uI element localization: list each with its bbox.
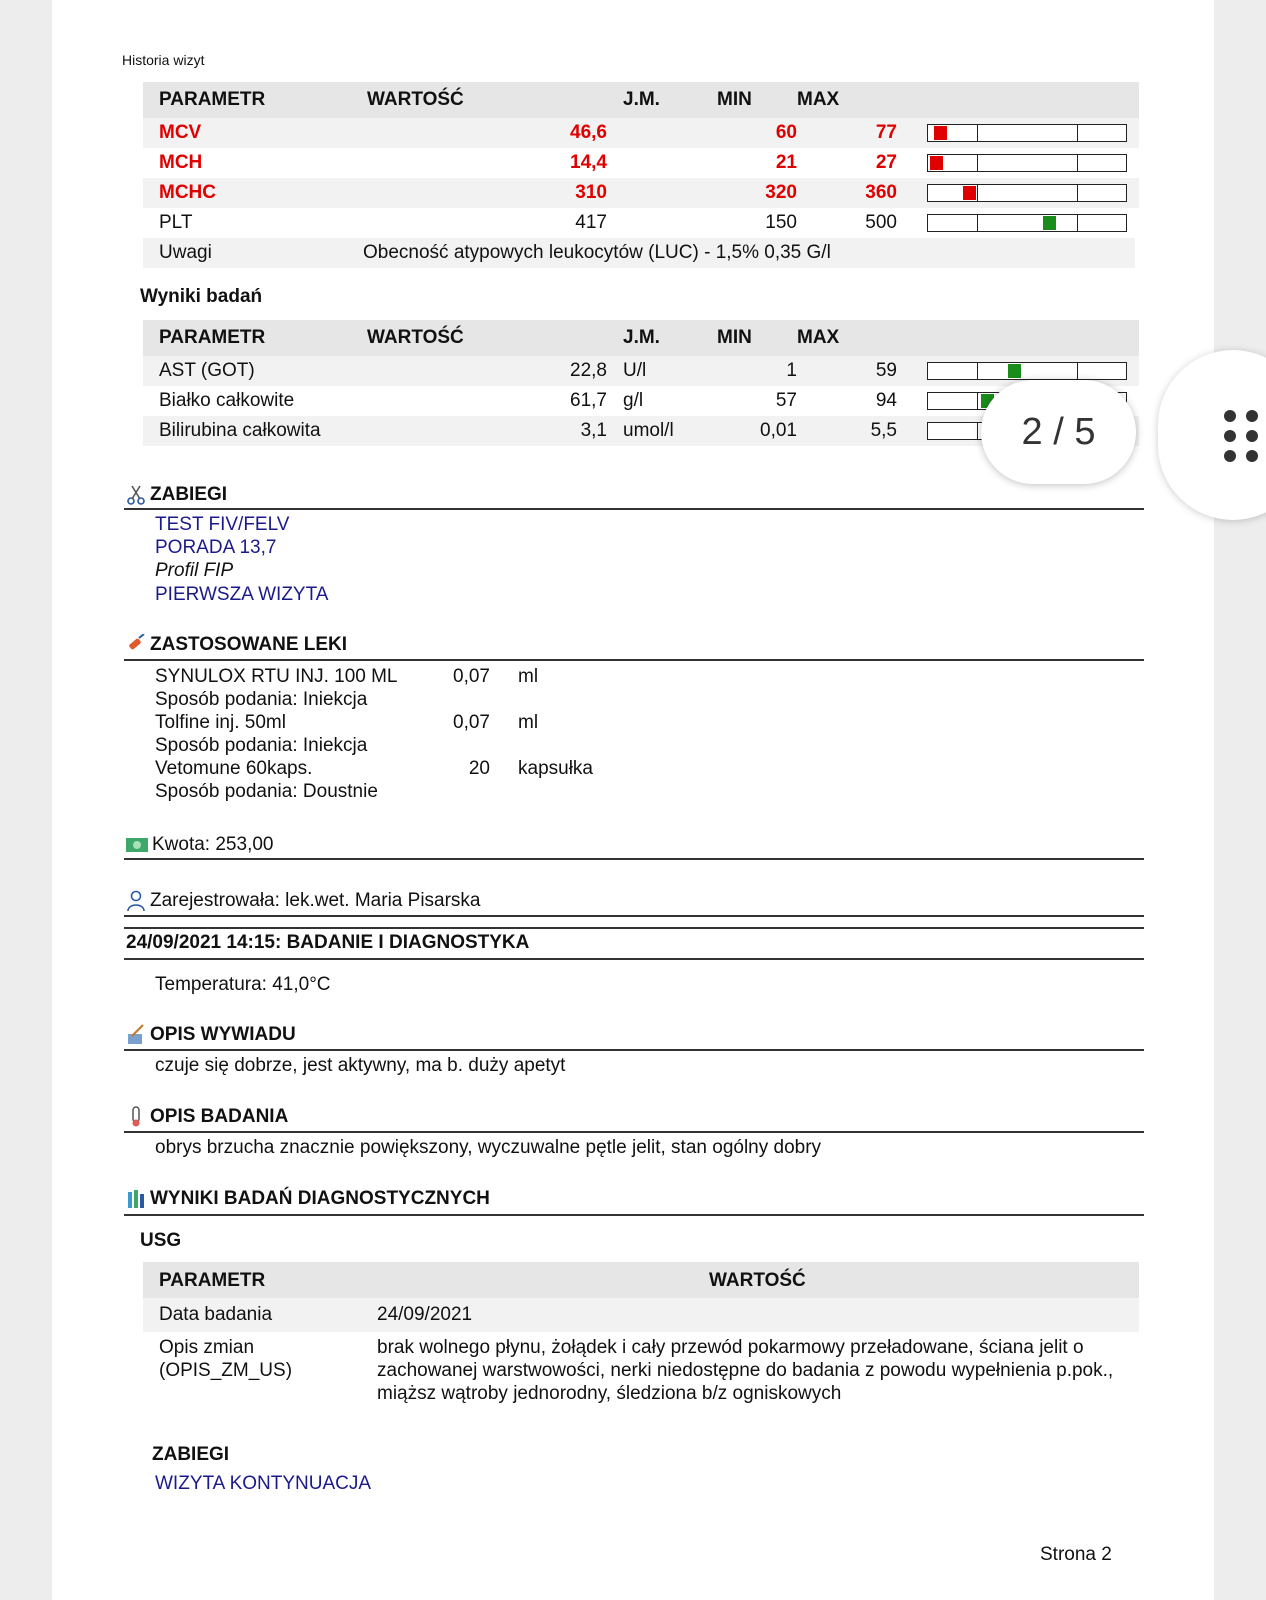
range-marker (1008, 364, 1021, 378)
value-cell: 61,7 (570, 390, 607, 411)
divider (124, 927, 1144, 929)
doctor-icon (126, 890, 146, 912)
range-marker (963, 186, 976, 200)
divider (124, 915, 1144, 917)
unit-cell: umol/l (607, 416, 717, 446)
drug-qty: 20 (468, 758, 490, 779)
procedure-item: Profil FIP (155, 560, 234, 581)
page-footer: Strona 2 (1040, 1544, 1112, 1565)
range-marker (934, 126, 947, 140)
thermometer-icon (126, 1106, 146, 1128)
temperature: Temperatura: 41,0°C (155, 974, 331, 995)
param-cell: MCH (159, 152, 203, 173)
history-label: Historia wizyt (122, 52, 205, 68)
drug-qty: 0,07 (453, 666, 490, 687)
diagnostics-heading (126, 1188, 490, 1210)
drug-name: Tolfine inj. 50ml (155, 712, 286, 733)
drug-unit: kapsułka (518, 758, 593, 779)
procedures2-title: ZABIEGI (152, 1444, 230, 1465)
usg-param: Data badania (159, 1304, 273, 1325)
drug-route: Sposób podania: Doustnie (155, 781, 378, 802)
registered-row (126, 890, 481, 912)
col-value: WARTOŚĆ (367, 82, 607, 118)
note-text: Obecność atypowych leukocytów (LUC) - 1,5% 0,35 G/l (363, 238, 1135, 268)
min-cell: 320 (717, 178, 797, 208)
param-cell: MCHC (143, 178, 367, 208)
col-min: MIN (717, 82, 797, 118)
drug-route: Sposób podania: Iniekcja (155, 689, 368, 710)
interview-icon (126, 1024, 146, 1046)
procedure-item: TEST FIV/FELV (155, 514, 290, 535)
min-cell: 21 (775, 152, 797, 173)
interview-title: OPIS WYWIADU (150, 1024, 296, 1045)
divider (124, 508, 1144, 510)
table-row (143, 148, 1139, 178)
col-param: PARAMETR (143, 320, 367, 356)
min-cell: 0,01 (717, 416, 797, 446)
max-cell: 360 (797, 178, 897, 208)
table-row (143, 178, 1139, 208)
drugs-title: ZASTOSOWANE LEKI (150, 634, 348, 655)
col-min: MIN (717, 320, 797, 356)
usg-value: 24/09/2021 (377, 1304, 473, 1325)
col-max: MAX (797, 320, 897, 356)
range-marker (1043, 216, 1056, 230)
money-icon (126, 837, 148, 853)
amount-row (126, 834, 273, 856)
drug-unit: ml (518, 712, 539, 733)
max-cell: 59 (797, 356, 897, 386)
range-indicator-bar (927, 214, 1127, 232)
divider (124, 1131, 1144, 1133)
range-indicator-bar (927, 184, 1127, 202)
divider (124, 1214, 1144, 1216)
table-header-row (143, 82, 1139, 118)
diagnostics-subtitle: USG (140, 1230, 182, 1251)
results-title: Wyniki badań (140, 286, 263, 307)
test-tubes-icon (126, 1188, 146, 1210)
grid-dots-icon (1224, 410, 1260, 466)
param-cell: Białko całkowite (159, 390, 295, 411)
value-cell: 14,4 (570, 152, 607, 173)
divider (124, 958, 1144, 960)
unit-cell: g/l (623, 390, 644, 411)
syringe-icon (126, 634, 146, 656)
table-row (143, 208, 1139, 238)
unit-cell (607, 148, 717, 178)
table-row-note (143, 238, 1139, 268)
table-row (143, 118, 1139, 148)
table-row (143, 356, 1139, 386)
drug-qty: 0,07 (453, 712, 490, 733)
visit-title: 24/09/2021 14:15: BADANIE I DIAGNOSTYKA (126, 932, 530, 953)
range-indicator-bar (927, 154, 1127, 172)
param-cell: MCV (143, 118, 367, 148)
unit-cell (607, 208, 717, 238)
max-cell: 77 (797, 118, 897, 148)
divider (124, 858, 1144, 860)
value-cell: 3,1 (367, 416, 607, 446)
col-unit: J.M. (607, 82, 717, 118)
min-cell: 57 (775, 390, 797, 411)
registered-label: Zarejestrowała: lek.wet. Maria Pisarska (150, 890, 481, 911)
col-max: MAX (797, 82, 897, 118)
min-cell: 1 (717, 356, 797, 386)
value-cell: 417 (575, 212, 607, 233)
exam-title: OPIS BADANIA (150, 1106, 289, 1127)
range-marker (930, 156, 943, 170)
value-cell: 46,6 (367, 118, 607, 148)
procedure-item: WIZYTA KONTYNUACJA (155, 1473, 372, 1494)
unit-cell (607, 118, 717, 148)
param-cell: AST (GOT) (143, 356, 367, 386)
divider (124, 659, 1144, 661)
table-row (143, 1298, 1139, 1332)
amount-label: Kwota: 253,00 (152, 834, 274, 855)
value-cell: 310 (367, 178, 607, 208)
col-unit: J.M. (607, 320, 717, 356)
exam-text: obrys brzucha znacznie powiększony, wyczuwalne pętle jelit, stan ogólny dobry (155, 1137, 822, 1158)
range-indicator-bar (927, 362, 1127, 380)
drugs-heading (126, 634, 347, 656)
drug-name: Vetomune 60kaps. (155, 758, 313, 779)
col-param: PARAMETR (143, 82, 367, 118)
range-indicator-bar (927, 124, 1127, 142)
procedure-item: PORADA 13,7 (155, 537, 277, 558)
min-cell: 60 (717, 118, 797, 148)
procedures-title: ZABIEGI (150, 484, 228, 505)
divider (124, 1049, 1144, 1051)
max-cell: 500 (865, 212, 897, 233)
min-cell: 150 (765, 212, 797, 233)
value-cell: 22,8 (367, 356, 607, 386)
blood-results-table (143, 82, 1139, 268)
interview-text: czuje się dobrze, jest aktywny, ma b. duży apetyt (155, 1055, 566, 1076)
procedure-item: PIERWSZA WIZYTA (155, 584, 329, 605)
max-cell: 94 (875, 390, 897, 411)
note-label: Uwagi (143, 238, 367, 268)
col-value: WARTOŚĆ (367, 320, 607, 356)
scissors-icon (126, 484, 146, 506)
usg-header-row (143, 1262, 1139, 1298)
interview-heading (126, 1024, 296, 1046)
diagnostics-title: WYNIKI BADAŃ DIAGNOSTYCZNYCH (150, 1188, 490, 1209)
procedures-heading (126, 484, 227, 506)
drug-unit: ml (518, 666, 539, 687)
unit-cell (607, 178, 717, 208)
table-row (143, 1334, 1139, 1410)
drug-name: SYNULOX RTU INJ. 100 ML (155, 666, 398, 687)
usg-col-param: PARAMETR (159, 1270, 266, 1291)
usg-col-value: WARTOŚĆ (709, 1270, 806, 1291)
max-cell: 5,5 (797, 416, 897, 446)
max-cell: 27 (875, 152, 897, 173)
page-indicator: 2 / 5 (981, 380, 1136, 484)
unit-cell: U/l (607, 356, 717, 386)
param-cell: PLT (159, 212, 193, 233)
usg-value: brak wolnego płynu, żołądek i cały przewód pokarmowy przeładowane, ściana jelit o zachowanej warstwowości, nerki niedostępne do badania z powodu wypełnienia p.pok., miąższ wątroby jednorodny, śledziona b/z ogniskowych (377, 1337, 1114, 1404)
drug-route: Sposób podania: Iniekcja (155, 735, 368, 756)
exam-heading (126, 1106, 288, 1128)
table-header-row (143, 320, 1139, 356)
param-cell: Bilirubina całkowita (143, 416, 367, 446)
usg-param: Opis zmian (OPIS_ZM_US) (159, 1337, 293, 1381)
